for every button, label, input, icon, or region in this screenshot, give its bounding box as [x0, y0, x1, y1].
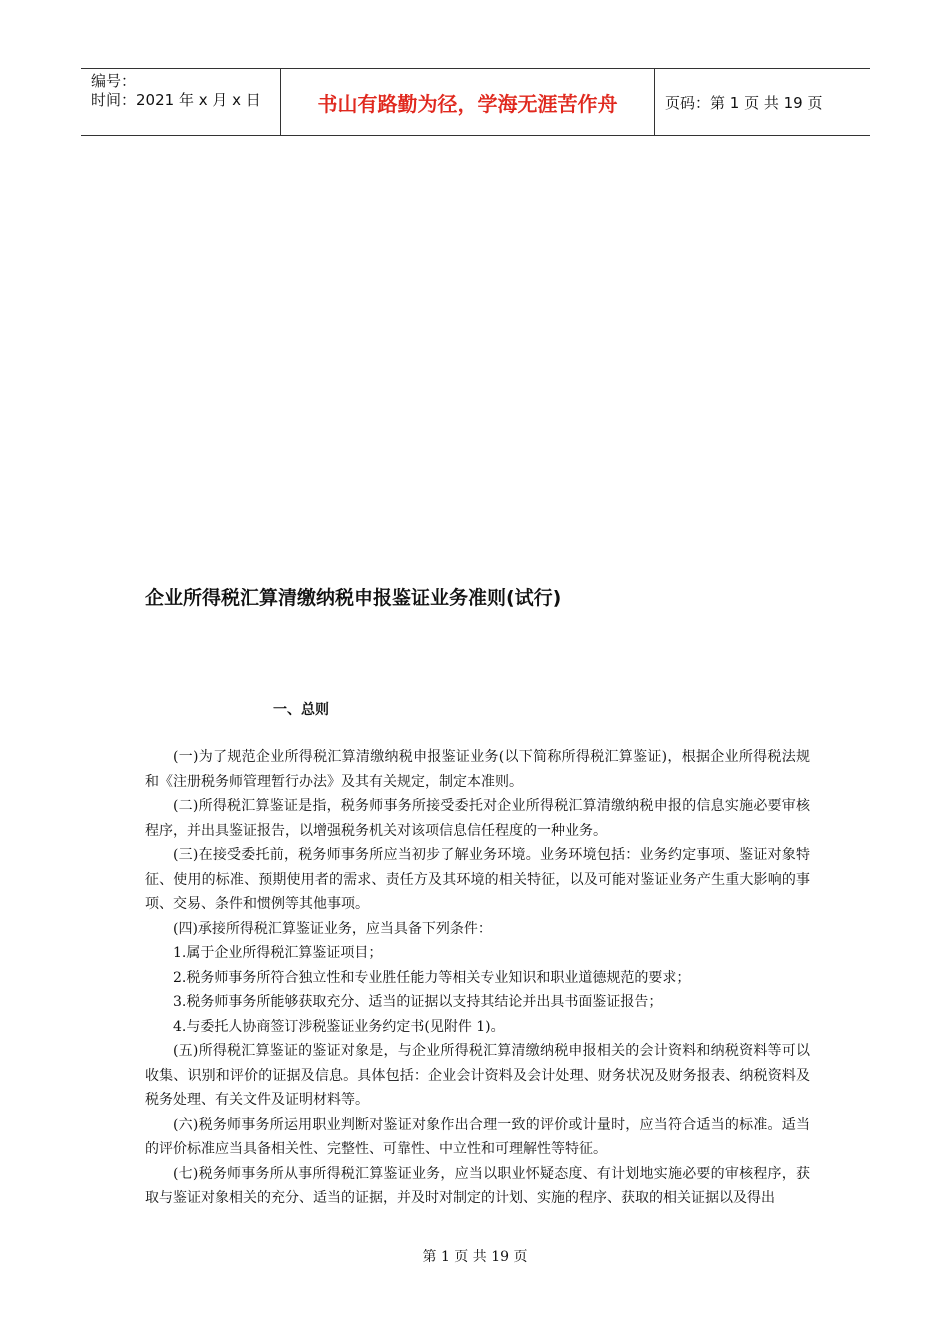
paragraph: (七)税务师事务所从事所得税汇算鉴证业务，应当以职业怀疑态度、有计划地实施必要的审核程序，获取与鉴证对象相关的充分、适当的证据，并及时对制定的计划、实施的程序、获取的相关证据以及得出 [145, 1165, 810, 1206]
header-meta-cell [81, 69, 281, 135]
paragraph: (四)承接所得税汇算鉴证业务，应当具备下列条件： [173, 920, 492, 937]
page-info-text: 页码：第 1 页 共 19 页 [665, 93, 823, 112]
body-text [145, 745, 810, 1211]
paragraph: (五)所得税汇算鉴证的鉴证对象是，与企业所得税汇算清缴纳税申报相关的会计资料和纳税资料等可以收集、识别和评价的证据及信息。具体包括：企业会计资料及会计处理、财务状况及财务报表、纳税资料及税务处理、有关文件及证明材料等。 [145, 1043, 810, 1108]
section-heading: 一、总则 [273, 702, 329, 718]
page-info-cell [655, 69, 870, 135]
paragraph: (三)在接受委托前，税务师事务所应当初步了解业务环境。业务环境包括：业务约定事项、鉴证对象特征、使用的标准、预期使用者的需求、责任方及其环境的相关特征，以及可能对鉴证业务产生重大影响的事项、交易、条件和惯例等其他事项。 [145, 847, 810, 912]
paragraph: 4.与委托人协商签订涉税鉴证业务约定书(见附件 1)。 [173, 1018, 505, 1035]
paragraph: (六)税务师事务所运用职业判断对鉴证对象作出合理一致的评价或计量时，应当符合适当的标准。适当的评价标准应当具备相关性、完整性、可靠性、中立性和可理解性等特征。 [145, 1116, 810, 1157]
header-table [81, 68, 870, 136]
paragraph: (二)所得税汇算鉴证是指，税务师事务所接受委托对企业所得税汇算清缴纳税申报的信息实施必要审核程序，并出具鉴证报告，以增强税务机关对该项信息信任程度的一种业务。 [145, 798, 810, 839]
number-label: 编号： [91, 72, 137, 90]
motto-text: 书山有路勤为径，学海无涯苦作舟 [317, 91, 618, 116]
document-title: 企业所得税汇算清缴纳税申报鉴证业务准则(试行) [145, 587, 562, 609]
page-footer: 第 1 页 共 19 页 [422, 1249, 528, 1265]
paragraph: 3.税务师事务所能够获取充分、适当的证据以支持其结论并出具书面鉴证报告； [173, 994, 663, 1010]
paragraph: (一)为了规范企业所得税汇算清缴纳税申报鉴证业务(以下简称所得税汇算鉴证)，根据企业所得税法规和《注册税务师管理暂行办法》及其有关规定，制定本准则。 [145, 749, 810, 790]
paragraph: 1.属于企业所得税汇算鉴证项目； [173, 945, 383, 961]
paragraph: 2.税务师事务所符合独立性和专业胜任能力等相关专业知识和职业道德规范的要求； [173, 969, 691, 986]
time-label: 时间：2021 年 x 月 x 日 [91, 91, 261, 109]
motto-cell [281, 69, 655, 135]
